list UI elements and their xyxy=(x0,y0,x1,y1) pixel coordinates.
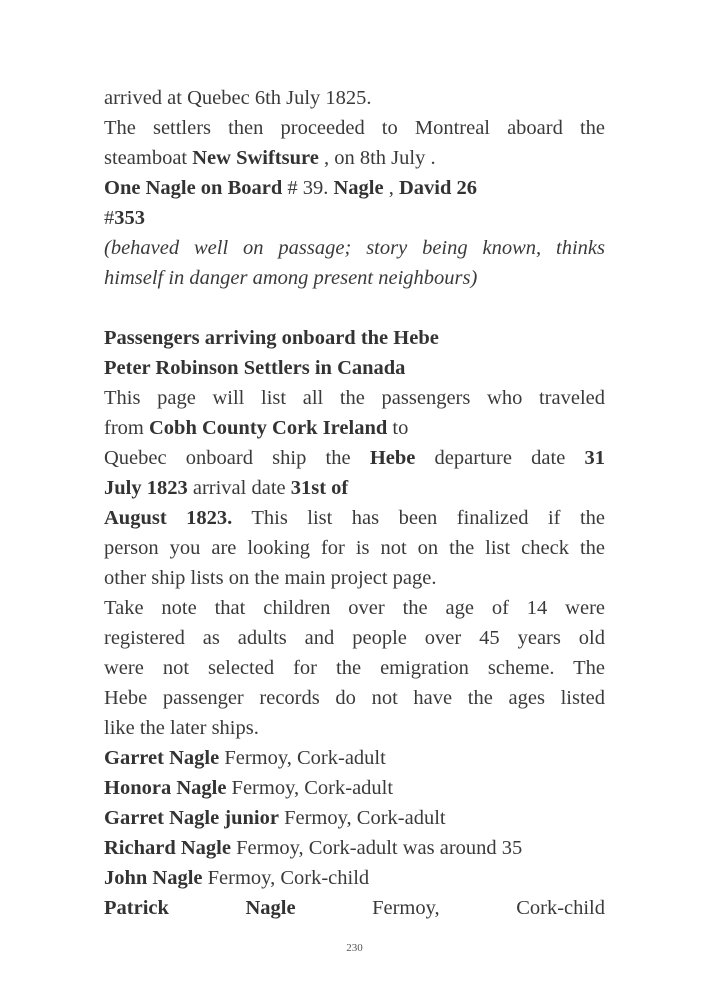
bold-text: Hebe xyxy=(369,447,416,469)
text-span: # 39. xyxy=(282,177,334,199)
passenger-info: Cork-child xyxy=(516,897,605,919)
text-line: Take note that children over the age of 14 were xyxy=(104,597,605,619)
passenger-name: Nagle xyxy=(245,897,296,919)
passenger-entry xyxy=(104,743,605,773)
passenger-entry xyxy=(104,893,605,923)
section-heading xyxy=(104,323,605,353)
bold-text: Nagle xyxy=(333,177,384,199)
text-line: registered as adults and people over 45 years old xyxy=(104,627,605,649)
passenger-name: Patrick xyxy=(104,897,169,919)
ship-name: New Swiftsure xyxy=(192,147,319,169)
bold-text: David 26 xyxy=(398,177,478,199)
passenger-info: Fermoy, Cork-adult xyxy=(278,807,446,829)
text-line: were not selected for the emigration scheme. The xyxy=(104,657,605,679)
passenger-name: Garret Nagle junior xyxy=(104,807,279,829)
text-line xyxy=(104,503,605,533)
passenger-entry xyxy=(104,833,605,863)
text-line xyxy=(104,443,605,473)
page-number: 230 xyxy=(346,942,363,954)
text-span: arrival date xyxy=(187,477,291,499)
italic-note: himself in danger among present neighbours) xyxy=(104,267,478,289)
text-span: steamboat xyxy=(104,147,193,169)
passenger-info: Fermoy, Cork-adult xyxy=(219,747,386,769)
passenger-entry xyxy=(104,863,605,893)
passenger-info: Fermoy, Cork-adult xyxy=(226,777,394,799)
bold-text: Cobh County Cork Ireland xyxy=(148,417,388,439)
text-line xyxy=(104,203,605,233)
bold-text: One Nagle on Board xyxy=(104,177,283,199)
passenger-info: Fermoy, Cork-adult was around 35 xyxy=(230,837,523,859)
text-line: Hebe passenger records do not have the ages listed xyxy=(104,687,605,709)
passenger-name: Richard Nagle xyxy=(104,837,231,859)
text-line: arrived at Quebec 6th July 1825. xyxy=(104,87,372,109)
text-span: This list has been finalized if the xyxy=(232,507,605,529)
text-span: to xyxy=(387,417,409,439)
document-body xyxy=(104,83,605,923)
bold-text: August 1823. xyxy=(104,507,233,529)
text-line: other ship lists on the main project page. xyxy=(104,567,437,589)
text-span: # xyxy=(104,207,115,229)
text-line xyxy=(104,413,605,443)
bold-text: July 1823 xyxy=(104,477,188,499)
text-span: , xyxy=(383,177,399,199)
heading-text: Passengers arriving onboard the Hebe xyxy=(104,327,439,349)
passenger-info: Fermoy, xyxy=(372,897,440,919)
section-heading xyxy=(104,353,605,383)
text-line xyxy=(104,143,605,173)
passenger-entry xyxy=(104,773,605,803)
heading-text: Peter Robinson Settlers in Canada xyxy=(104,357,406,379)
bold-text: 31st of xyxy=(290,477,349,499)
passenger-name: John Nagle xyxy=(104,867,203,889)
passenger-entry xyxy=(104,803,605,833)
text-line: like the later ships. xyxy=(104,717,259,739)
passenger-name: Garret Nagle xyxy=(104,747,220,769)
spacer xyxy=(104,293,605,323)
text-line xyxy=(104,473,605,503)
text-span: departure date xyxy=(415,447,585,469)
text-line: This page will list all the passengers who traveled xyxy=(104,387,605,409)
italic-note: (behaved well on passage; story being known, thinks xyxy=(104,237,605,259)
passenger-info: Fermoy, Cork-child xyxy=(202,867,370,889)
text-line: person you are looking for is not on the list check the xyxy=(104,537,605,559)
text-span: from xyxy=(104,417,149,439)
text-span: Quebec onboard ship the xyxy=(104,447,370,469)
text-line xyxy=(104,173,605,203)
text-line: The settlers then proceeded to Montreal aboard the xyxy=(104,117,605,139)
bold-text: 31 xyxy=(584,447,605,469)
text-span: , on 8th July . xyxy=(318,147,436,169)
bold-text: 353 xyxy=(114,207,145,229)
passenger-name: Honora Nagle xyxy=(104,777,227,799)
